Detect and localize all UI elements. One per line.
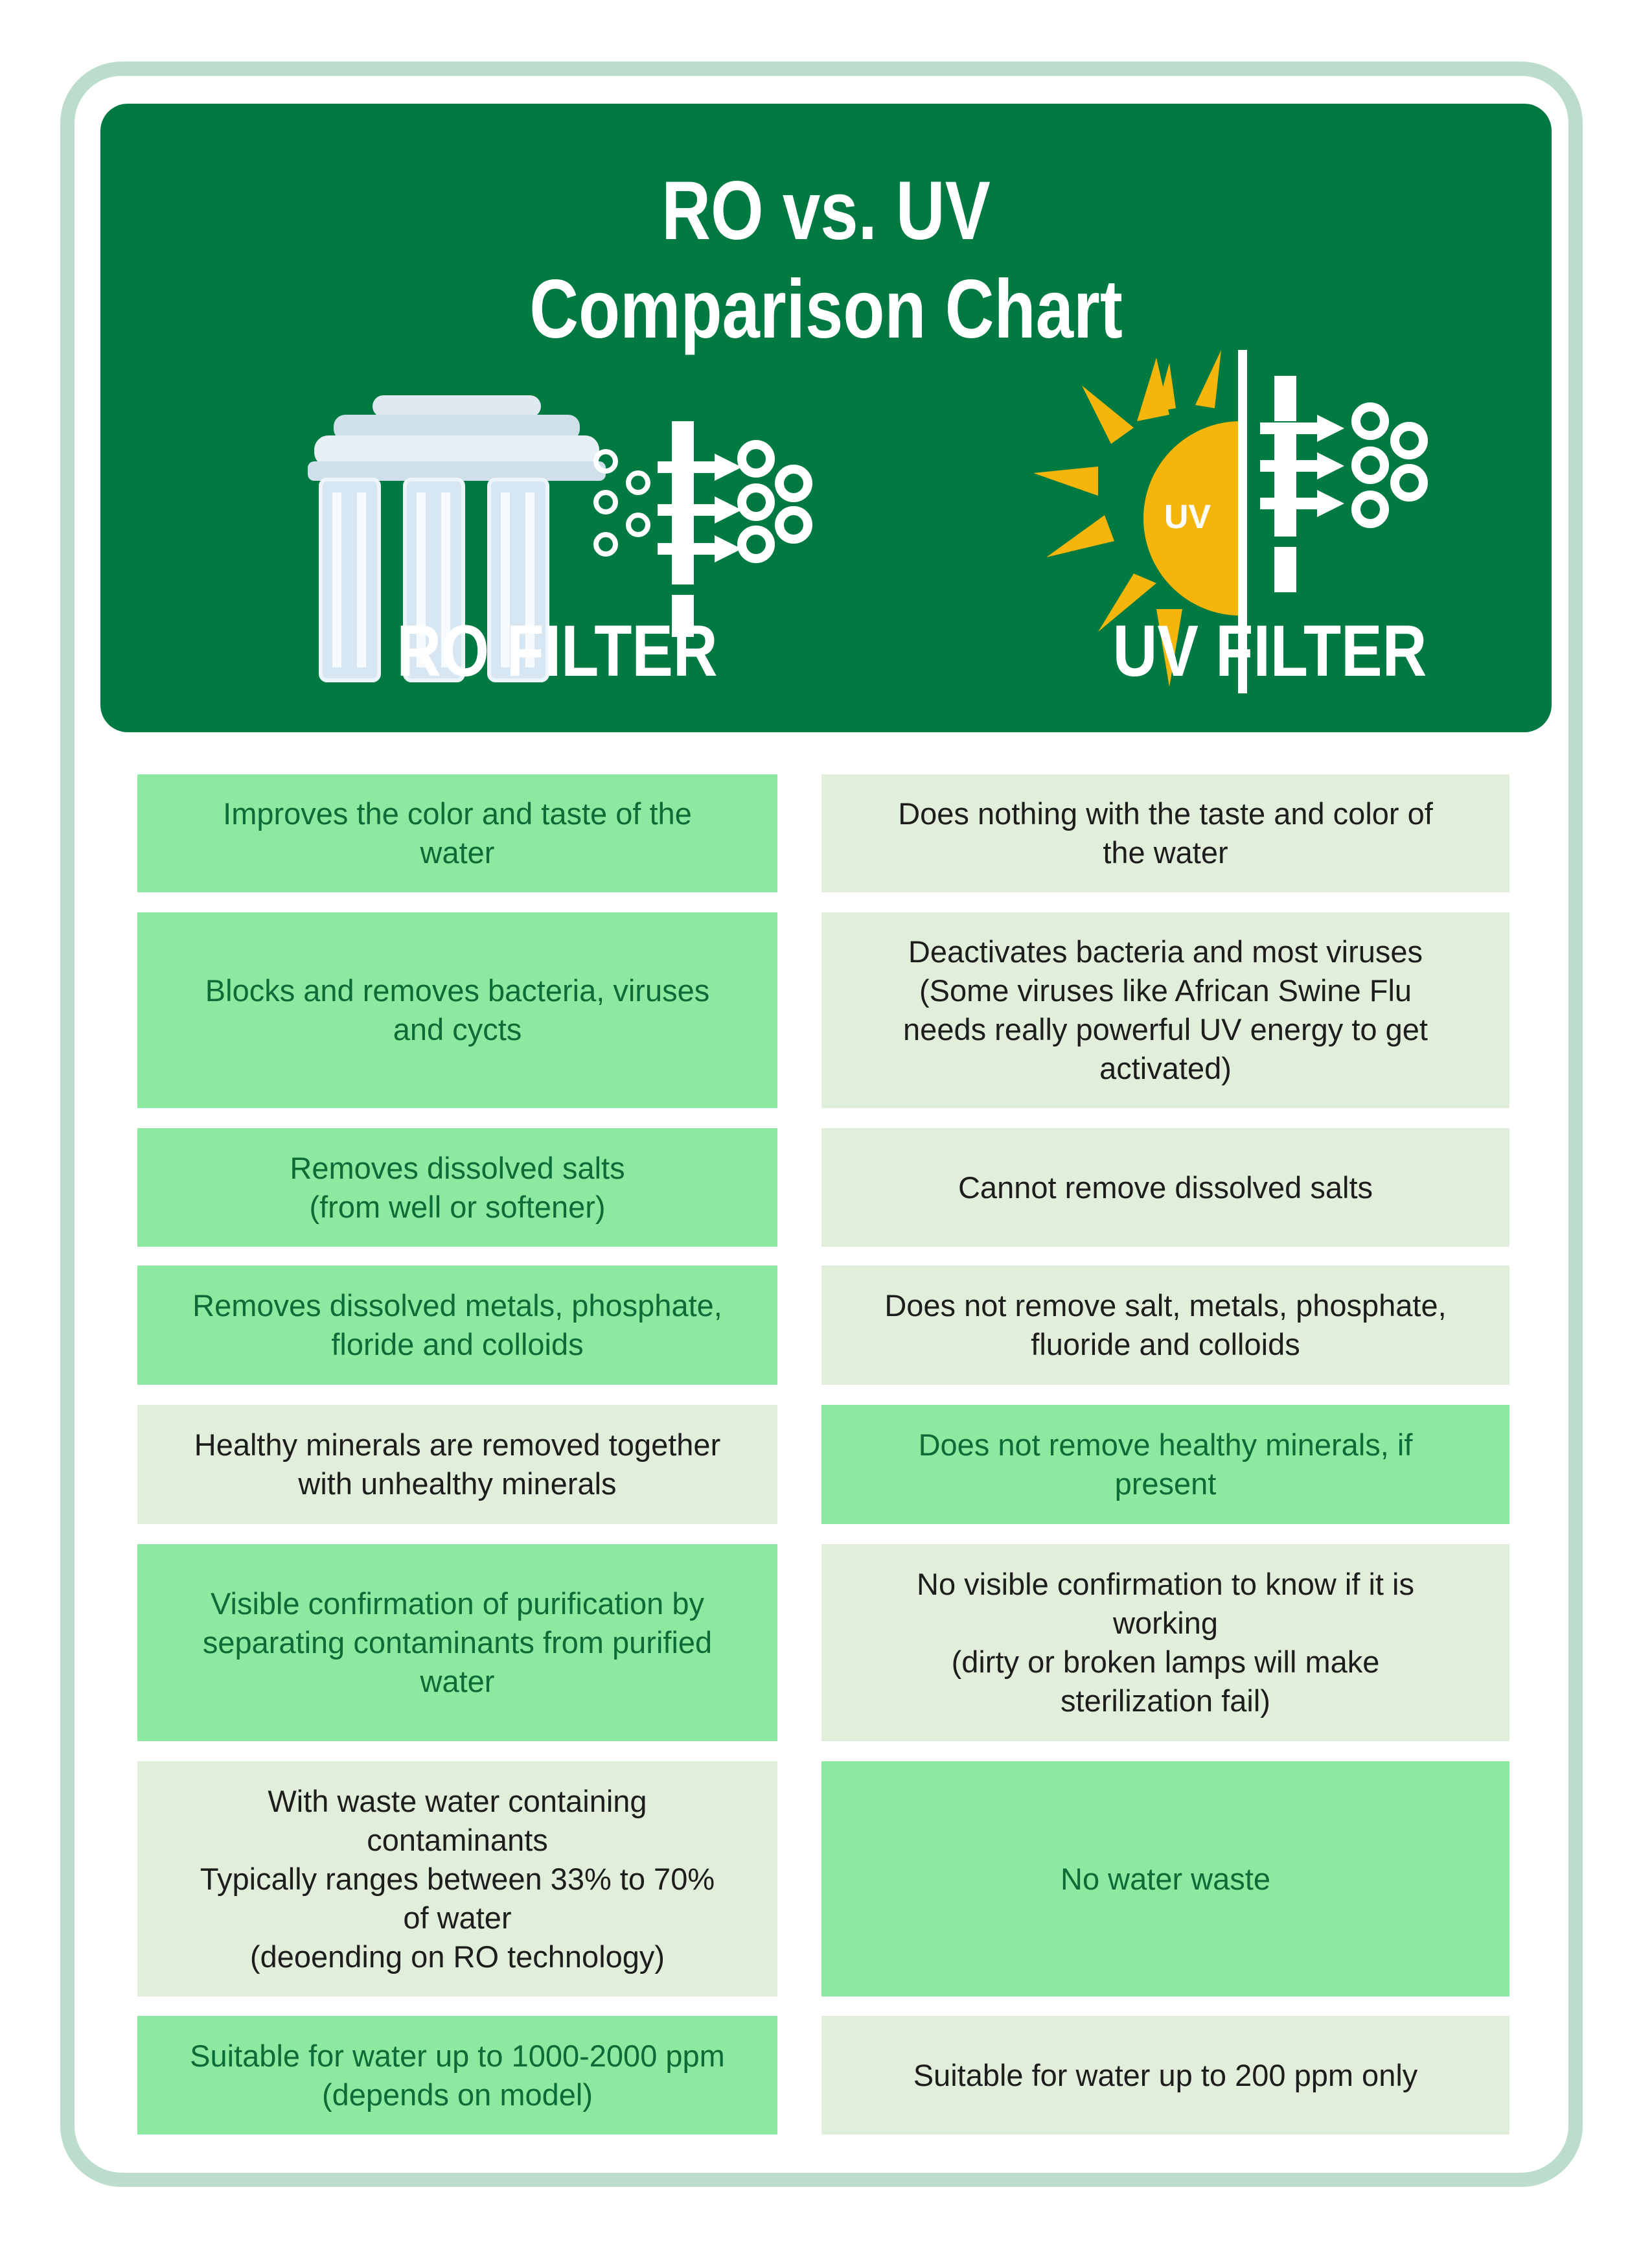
- uv-cell-color-taste: [821, 774, 1509, 892]
- ro-cell-confirmation: [137, 1544, 777, 1741]
- ro-cell-text: Removes dissolved salts (from well or softener): [290, 1150, 625, 1224]
- uv-badge: UV: [1164, 498, 1211, 536]
- uv-cell-salts: [821, 1128, 1509, 1247]
- uv-cell-waste: [821, 1761, 1509, 1996]
- uv-filter-label: UV FILTER: [1112, 610, 1427, 691]
- title-line-1: RO vs. UV: [661, 165, 991, 257]
- uv-cell-text: No visible confirmation to know if it is working (dirty or broken lamps will make sterilization fail): [917, 1567, 1414, 1718]
- uv-cell-text: Deactivates bacteria and most viruses (Some viruses like African Swine Flu needs really powerful UV energy to get activated): [903, 934, 1428, 1085]
- ro-cell-text: With waste water containing contaminants Typically ranges between 33% to 70% of water (deoending on RO technology): [200, 1783, 715, 1974]
- uv-cell-text: Does nothing with the taste and color of the water: [898, 796, 1433, 870]
- uv-cell-text: Does not remove salt, metals, phosphate, fluoride and colloids: [884, 1288, 1447, 1361]
- uv-cell-text: Does not remove healthy minerals, if present: [918, 1428, 1413, 1501]
- ro-cell-ppm: [137, 2016, 777, 2134]
- ro-cell-text: Improves the color and taste of the water: [223, 796, 692, 870]
- ro-cell-minerals: [137, 1405, 777, 1524]
- ro-cell-bacteria: [137, 912, 777, 1108]
- ro-cell-text: Suitable for water up to 1000-2000 ppm (depends on model): [190, 2038, 725, 2112]
- ro-cell-text: Blocks and removes bacteria, viruses and cycts: [205, 973, 710, 1047]
- ro-cell-salts: [137, 1128, 777, 1247]
- title-line-2: Comparison Chart: [529, 263, 1123, 356]
- header-banner: [100, 104, 1552, 732]
- uv-cell-ppm: [821, 2016, 1509, 2134]
- uv-cell-metals: [821, 1266, 1509, 1385]
- uv-cell-text: No water waste: [1061, 1861, 1270, 1896]
- uv-cell-text: Cannot remove dissolved salts: [958, 1170, 1373, 1205]
- ro-cell-text: Visible confirmation of purification by separating contaminants from purified water: [202, 1586, 713, 1698]
- ro-cell-waste: [137, 1761, 777, 1996]
- ro-cell-text: Removes dissolved metals, phosphate, floride and colloids: [192, 1288, 722, 1361]
- uv-cell-text: Suitable for water up to 200 ppm only: [913, 2057, 1418, 2092]
- uv-cell-confirmation: [821, 1544, 1509, 1741]
- ro-cell-metals: [137, 1266, 777, 1385]
- page-title: [231, 162, 1421, 359]
- ro-filter-label: RO FILTER: [396, 610, 718, 691]
- ro-cell-text: Healthy minerals are removed together with unhealthy minerals: [194, 1428, 721, 1501]
- ro-cell-color-taste: [137, 774, 777, 892]
- uv-cell-bacteria: [821, 912, 1509, 1108]
- uv-cell-minerals: [821, 1405, 1509, 1524]
